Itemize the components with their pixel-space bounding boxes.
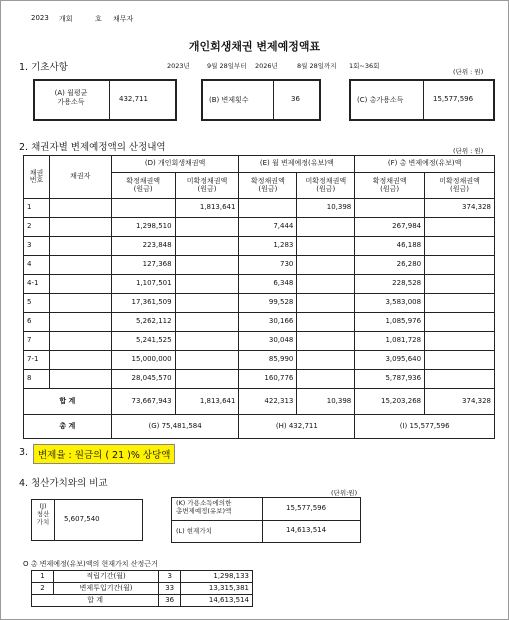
sum-f1: 15,203,268 bbox=[355, 389, 425, 415]
row-no: 5 bbox=[24, 294, 50, 313]
sum-d2: 1,813,641 bbox=[175, 389, 239, 415]
section2-heading: 2. 채권자별 변제예정액의 산정내역 bbox=[19, 142, 166, 153]
table-row bbox=[24, 218, 495, 237]
total-income-label: (C) 총가용소득 bbox=[357, 96, 404, 104]
cell-f2 bbox=[425, 275, 495, 294]
col-creditor-header: 채권자 bbox=[49, 156, 111, 199]
row-no: 4 bbox=[24, 256, 50, 275]
repayment-count-label: (B) 변제횟수 bbox=[209, 96, 249, 104]
table-row bbox=[24, 256, 495, 275]
group-d-header: (D) 개인회생채권액 bbox=[111, 156, 239, 173]
cell-e2 bbox=[297, 237, 355, 256]
pv-row2-amount: 13,315,381 bbox=[181, 583, 253, 595]
section1-unit: (단위 : 원) bbox=[453, 68, 484, 76]
cell-d2: 1,813,641 bbox=[175, 199, 239, 218]
cell-d2 bbox=[175, 237, 239, 256]
cell-d1: 17,361,509 bbox=[111, 294, 175, 313]
table-row bbox=[24, 351, 495, 370]
liquidation-value: 5,607,540 bbox=[64, 515, 100, 523]
monthly-income-value: 432,711 bbox=[119, 95, 148, 103]
present-value-label: (L) 현재가치 bbox=[176, 527, 212, 535]
cell-d2 bbox=[175, 313, 239, 332]
cell-e2 bbox=[297, 256, 355, 275]
e-confirmed-header: 확정채권액 (원금) bbox=[239, 173, 297, 199]
table-row bbox=[24, 294, 495, 313]
sum-label: 합 계 bbox=[24, 389, 112, 415]
cell-f2 bbox=[425, 237, 495, 256]
cell-e1 bbox=[239, 199, 297, 218]
e-unconfirmed-header: 미확정채권액 (원금) bbox=[297, 173, 355, 199]
cell-e2 bbox=[297, 351, 355, 370]
cell-f1: 228,528 bbox=[355, 275, 425, 294]
sum-f2: 374,328 bbox=[425, 389, 495, 415]
row-no: 7-1 bbox=[24, 351, 50, 370]
pv-row1-amount: 1,298,133 bbox=[181, 571, 253, 583]
sum-e2: 10,398 bbox=[297, 389, 355, 415]
cell-f1: 46,188 bbox=[355, 237, 425, 256]
total-repayment-value: 15,577,596 bbox=[286, 504, 327, 512]
cell-e1: 6,348 bbox=[239, 275, 297, 294]
period-count: 1회~36회 bbox=[349, 62, 380, 70]
group-e-header: (E) 월 변제예정(유보)액 bbox=[239, 156, 355, 173]
total-repayment-label: (K) 가용소득에의한 총변제예정(유보)액 bbox=[176, 499, 232, 515]
total-income-value: 15,577,596 bbox=[433, 95, 474, 103]
header-year: 2023 bbox=[31, 14, 49, 22]
group-f-header: (F) 총 변제예정(유보)액 bbox=[355, 156, 495, 173]
pv-total-amount: 14,613,514 bbox=[181, 595, 253, 607]
cell-e1: 85,990 bbox=[239, 351, 297, 370]
cell-f1: 3,095,640 bbox=[355, 351, 425, 370]
present-value-value: 14,613,514 bbox=[286, 526, 327, 534]
row-creditor bbox=[49, 313, 111, 332]
pv-row1-months: 3 bbox=[159, 571, 181, 583]
cell-e1: 30,166 bbox=[239, 313, 297, 332]
creditor-table bbox=[23, 155, 495, 439]
f-confirmed-header: 확정채권액 (원금) bbox=[355, 173, 425, 199]
pv-row2-no: 2 bbox=[32, 583, 54, 595]
row-no: 4-1 bbox=[24, 275, 50, 294]
cell-e1: 1,283 bbox=[239, 237, 297, 256]
cell-e1: 7,444 bbox=[239, 218, 297, 237]
cell-f2 bbox=[425, 313, 495, 332]
cell-e1: 99,528 bbox=[239, 294, 297, 313]
cell-e2 bbox=[297, 218, 355, 237]
table-row bbox=[24, 275, 495, 294]
period-year-to: 2026년 bbox=[255, 62, 278, 70]
row-creditor bbox=[49, 256, 111, 275]
cell-d2 bbox=[175, 294, 239, 313]
f-unconfirmed-header: 미확정채권액 (원금) bbox=[425, 173, 495, 199]
cell-e2 bbox=[297, 313, 355, 332]
cell-d1: 1,298,510 bbox=[111, 218, 175, 237]
row-no: 3 bbox=[24, 237, 50, 256]
d-unconfirmed-header: 미확정채권액 (원금) bbox=[175, 173, 239, 199]
cell-d2 bbox=[175, 332, 239, 351]
table-row bbox=[24, 332, 495, 351]
cell-d1: 15,000,000 bbox=[111, 351, 175, 370]
cell-f1: 1,085,976 bbox=[355, 313, 425, 332]
present-value-table bbox=[31, 570, 253, 607]
cell-f1: 1,081,728 bbox=[355, 332, 425, 351]
repayment-rate-highlight: 변제율 : 원금의 ( 21 )% 상당액 bbox=[33, 444, 175, 464]
period-date-to: 8월 28일까지 bbox=[297, 62, 337, 70]
cell-d1: 28,045,570 bbox=[111, 370, 175, 389]
liquidation-value-box bbox=[31, 499, 143, 541]
sum-e1: 422,313 bbox=[239, 389, 297, 415]
cell-d2 bbox=[175, 275, 239, 294]
cell-d2 bbox=[175, 218, 239, 237]
row-no: 8 bbox=[24, 370, 50, 389]
cell-d2 bbox=[175, 370, 239, 389]
cell-d1: 127,368 bbox=[111, 256, 175, 275]
document-title: 개인회생채권 변제예정액표 bbox=[188, 40, 321, 53]
total-income-box bbox=[349, 79, 495, 121]
row-no: 2 bbox=[24, 218, 50, 237]
cell-d1: 223,848 bbox=[111, 237, 175, 256]
cell-e1: 160,776 bbox=[239, 370, 297, 389]
cell-e2: 10,398 bbox=[297, 199, 355, 218]
cell-e1: 30,048 bbox=[239, 332, 297, 351]
section4-heading: 4. 청산가치와의 비교 bbox=[19, 478, 108, 489]
row-creditor bbox=[49, 370, 111, 389]
cell-f1: 3,583,008 bbox=[355, 294, 425, 313]
cell-e2 bbox=[297, 332, 355, 351]
table-row bbox=[24, 199, 495, 218]
col-no-header: 채권 번호 bbox=[24, 156, 50, 199]
cell-f2 bbox=[425, 370, 495, 389]
cell-f2 bbox=[425, 351, 495, 370]
section1-heading: 1. 기초사항 bbox=[19, 62, 68, 73]
pv-total-label: 합 계 bbox=[32, 595, 159, 607]
total-g: (G) 75,481,584 bbox=[111, 415, 239, 439]
cell-f2: 374,328 bbox=[425, 199, 495, 218]
cell-e1: 730 bbox=[239, 256, 297, 275]
period-year-from: 2023년 bbox=[167, 62, 190, 70]
pv-row1-label: 적립기간(월) bbox=[53, 571, 158, 583]
repayment-comparison-box bbox=[171, 497, 361, 543]
cell-f2 bbox=[425, 332, 495, 351]
cell-d2 bbox=[175, 256, 239, 275]
cell-f2 bbox=[425, 294, 495, 313]
row-creditor bbox=[49, 332, 111, 351]
period-date-from: 9월 28일부터 bbox=[207, 62, 247, 70]
row-creditor bbox=[49, 294, 111, 313]
section3-prefix: 3. bbox=[19, 447, 29, 458]
monthly-income-label: (A) 월평균 가용소득 bbox=[54, 89, 88, 106]
monthly-income-box bbox=[33, 79, 177, 121]
table-row bbox=[24, 370, 495, 389]
table-row bbox=[24, 313, 495, 332]
section4-unit: (단위:원) bbox=[331, 489, 358, 497]
cell-d1: 1,107,501 bbox=[111, 275, 175, 294]
pv-row2-months: 33 bbox=[159, 583, 181, 595]
pv-total-months: 36 bbox=[159, 595, 181, 607]
row-creditor bbox=[49, 275, 111, 294]
cell-f1: 26,280 bbox=[355, 256, 425, 275]
row-creditor bbox=[49, 237, 111, 256]
cell-e2 bbox=[297, 275, 355, 294]
d-confirmed-header: 확정채권액 (원금) bbox=[111, 173, 175, 199]
sum-d1: 73,667,943 bbox=[111, 389, 175, 415]
row-creditor bbox=[49, 199, 111, 218]
cell-f1 bbox=[355, 199, 425, 218]
row-creditor bbox=[49, 351, 111, 370]
header-debtor-label: 채무자 bbox=[113, 15, 134, 23]
table-row bbox=[24, 237, 495, 256]
row-no: 7 bbox=[24, 332, 50, 351]
liquidation-value-label: (J) 청산 가치 bbox=[36, 502, 50, 526]
total-i: (I) 15,577,596 bbox=[355, 415, 495, 439]
cell-e2 bbox=[297, 294, 355, 313]
repayment-count-value: 36 bbox=[291, 95, 300, 103]
section2-unit: (단위 : 원) bbox=[453, 147, 484, 155]
cell-d2 bbox=[175, 351, 239, 370]
row-no: 6 bbox=[24, 313, 50, 332]
cell-e2 bbox=[297, 370, 355, 389]
header-no-label: 호 bbox=[95, 15, 102, 23]
cell-d1: 5,241,525 bbox=[111, 332, 175, 351]
cell-f1: 5,787,936 bbox=[355, 370, 425, 389]
cell-d1 bbox=[111, 199, 175, 218]
cell-d1: 5,262,112 bbox=[111, 313, 175, 332]
cell-f2 bbox=[425, 256, 495, 275]
section5-heading: O 총 변제예정(유보)액의 현재가치 산정근거 bbox=[23, 560, 158, 568]
pv-row2-label: 변제투입기간(월) bbox=[53, 583, 158, 595]
total-label: 총 계 bbox=[24, 415, 112, 439]
repayment-count-box bbox=[201, 79, 321, 121]
row-creditor bbox=[49, 218, 111, 237]
row-no: 1 bbox=[24, 199, 50, 218]
total-h: (H) 432,711 bbox=[239, 415, 355, 439]
cell-f2 bbox=[425, 218, 495, 237]
pv-row1-no: 1 bbox=[32, 571, 54, 583]
cell-f1: 267,984 bbox=[355, 218, 425, 237]
header-case-label: 개회 bbox=[59, 15, 73, 23]
